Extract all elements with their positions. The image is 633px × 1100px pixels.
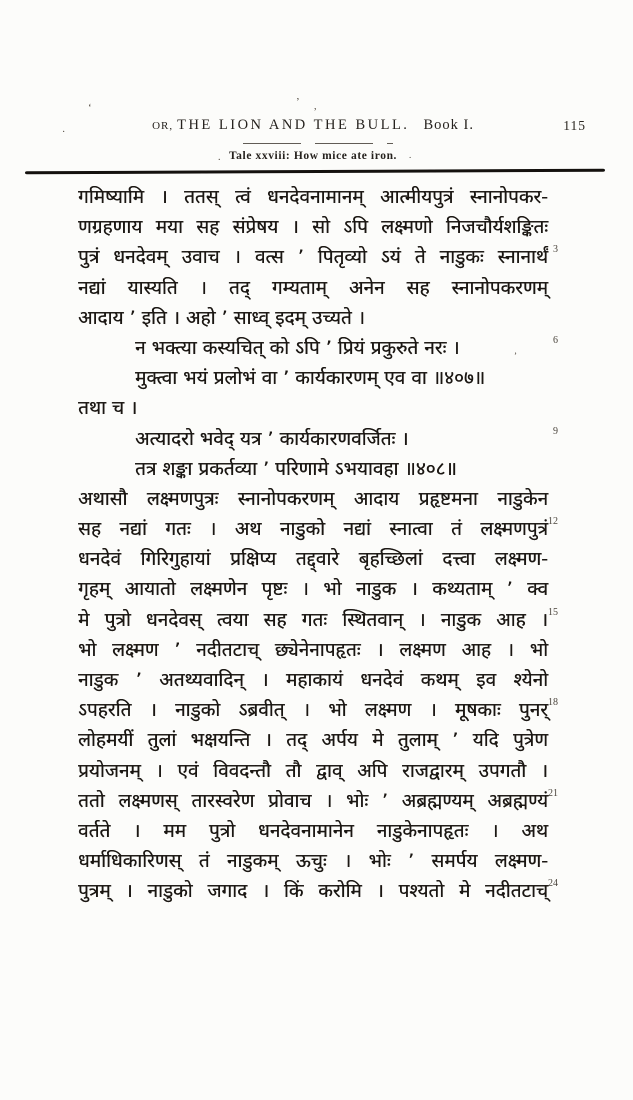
running-header-book: Book I. xyxy=(423,117,474,133)
scan-speck: . xyxy=(409,150,412,160)
text-line: सह नद्यां गतः । अथ नाडुको नद्यां स्नात्वा तं लक्ष्मणपुत्रं 12 xyxy=(78,516,558,541)
margin-line-number: 3 xyxy=(553,244,558,256)
text-line: लोहमयीं तुलां भक्षयन्ति । तद् अर्पय मे तुलाम् ’ यदि पुत्रेण xyxy=(78,729,548,752)
text-line: धर्माधिकारिणस् तं नाडुकम् ऊचुः । भोः ’ समर्पय लक्ष्मण- xyxy=(78,850,548,873)
text-line: आदाय ’ इति । अहो ’ साध्व् इदम् उच्यते । xyxy=(78,306,365,329)
margin-line-number: 24 xyxy=(548,878,558,890)
running-header-prefix: OR, xyxy=(152,120,174,132)
scan-speck: ’ xyxy=(514,351,517,361)
running-header xyxy=(78,116,548,134)
text-line: अत्यादरो भवेद् यत्र ’ कार्यकारणवर्जितः । 9 xyxy=(135,425,558,450)
margin-line-number: 15 xyxy=(548,606,558,618)
scan-speck: . xyxy=(218,152,221,163)
margin-line-number: 12 xyxy=(548,516,558,528)
scan-speck: ‘ xyxy=(88,102,92,114)
text-line: धनदेवं गिरिगुहायां प्रक्षिप्य तद्द्वारे बृहच्छिलां दत्त्वा लक्ष्मण- xyxy=(78,548,548,571)
text-line: न भक्त्या कस्यचित् को ऽपि ’ प्रियं प्रकुरुते नरः । 6 xyxy=(135,334,558,359)
text-line: प्रयोजनम् । एवं विवदन्तौ तौ द्वाव् अपि राजद्वारम् उपगतौ । xyxy=(78,759,548,782)
text-line: तथा च । xyxy=(78,397,138,420)
margin-line-number: 21 xyxy=(548,787,558,799)
margin-line-number: 9 xyxy=(553,425,558,437)
header-rule xyxy=(25,169,605,175)
text-line: पुत्रम् । नाडुको जगाद । किं करोमि । पश्यतो मे नदीतटाच् 24 xyxy=(78,878,558,903)
header-dash-rule xyxy=(243,143,393,144)
scan-speck: · xyxy=(62,127,66,138)
text-line: मे पुत्रो धनदेवस् त्वया सह गतः स्थितवान् । नाडुक आह । 15 xyxy=(78,606,558,631)
text-line: तत्र शङ्का प्रकर्तव्या ’ परिणामे ऽभयावहा ॥४०८॥ xyxy=(135,457,457,480)
text-line: पुत्रं धनदेवम् उवाच । वत्स ’ पितृव्यो ऽयं ते नाडुकः स्नानार्थं 3 xyxy=(78,244,558,269)
body-text xyxy=(78,182,558,907)
text-line: नद्यां यास्यति । तद् गम्यताम् अनेन सह स्नानोपकरणम् xyxy=(78,276,548,299)
text-line: नाडुक ’ अतथ्यवादिन् । महाकायं धनदेवं कथम् इव श्येनो xyxy=(78,669,548,691)
page-number: 115 xyxy=(563,118,586,133)
text-line: ततो लक्ष्मणस् तारस्वरेण प्रोवाच । भोः ’ अब्रह्मण्यम् अब्रह्मण्यं 21 xyxy=(78,787,558,812)
text-line: वर्तते । मम पुत्रो धनदेवनामानेन नाडुकेनापहृतः । अथ xyxy=(78,819,548,842)
text-line: गृहम् आयातो लक्ष्मणेन पृष्टः । भो नाडुक । कथ्यताम् ’ क्व xyxy=(78,578,548,601)
scan-speck: ’ xyxy=(296,96,300,108)
tale-caption: Tale xxviii: How mice ate iron. xyxy=(228,150,398,162)
text-line: भो लक्ष्मण ’ नदीतटाच् छ्येनेनापहृतः । लक्ष्मण आह । भो xyxy=(78,638,548,661)
text-line: मुक्त्वा भयं प्रलोभं वा ’ कार्यकारणम् एव वा ॥४०७॥ xyxy=(135,367,486,390)
running-header-title: THE LION AND THE BULL. xyxy=(177,117,410,133)
text-line: ऽपहरति । नाडुको ऽब्रवीत् । भो लक्ष्मण । मूषकाः पुनर् 18 xyxy=(78,697,558,722)
margin-line-number: 18 xyxy=(548,697,558,709)
text-line: गमिष्यामि । ततस् त्वं धनदेवनामानम् आत्मीयपुत्रं स्नानोपकर- xyxy=(78,186,548,208)
scan-speck: , xyxy=(314,101,317,112)
text-line: णग्रहणाय मया सह संप्रेषय । सो ऽपि लक्ष्मणो निजचौर्यशङ्कितः xyxy=(78,216,548,239)
text-line: अथासौ लक्ष्मणपुत्रः स्नानोपकरणम् आदाय प्रहृष्टमना नाडुकेन xyxy=(78,487,548,510)
margin-line-number: 6 xyxy=(553,334,558,346)
